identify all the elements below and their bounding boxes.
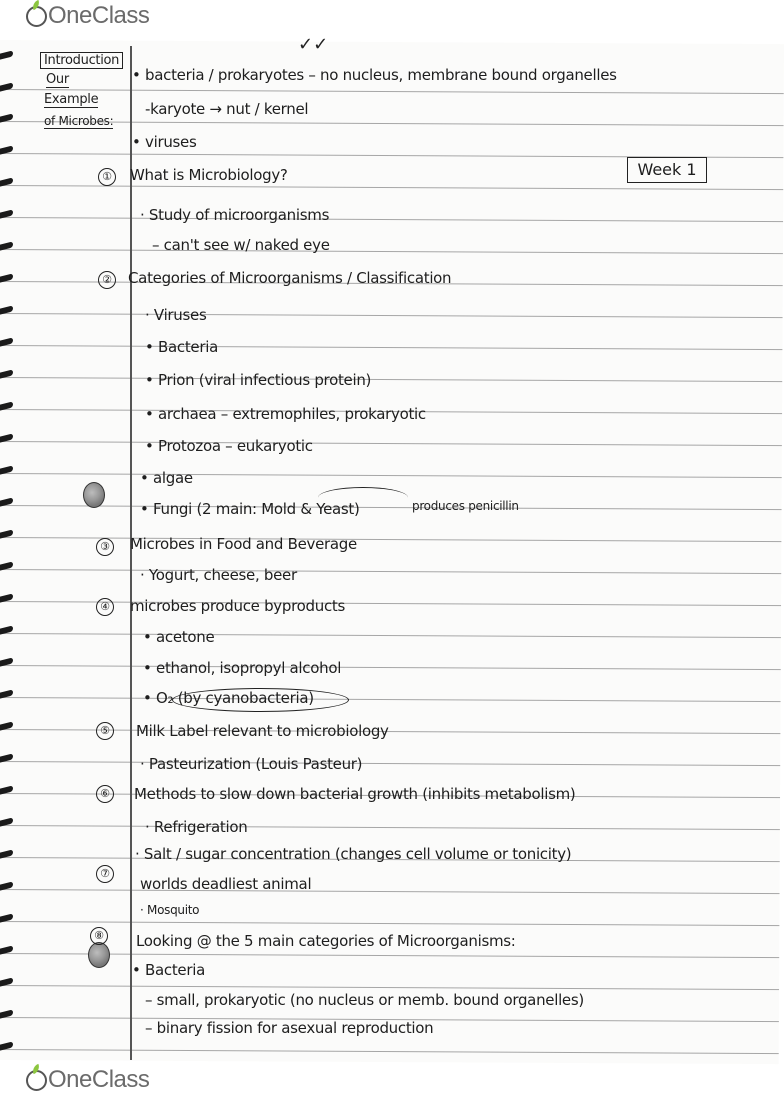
note-line-2: -karyote → nut / kernel — [145, 100, 309, 118]
item-number-4: ④ — [96, 598, 114, 616]
side-label-1: Our — [46, 72, 69, 87]
item-number-3: ③ — [96, 538, 114, 556]
oneclass-logo-bottom — [26, 1066, 149, 1094]
note-line-17: · Yogurt, cheese, beer — [140, 566, 297, 584]
notebook-page — [0, 40, 784, 1064]
note-line-32: – binary fission for asexual reproduction — [145, 1019, 434, 1037]
note-line-27: worlds deadliest animal — [140, 875, 312, 893]
note-line-16: Microbes in Food and Beverage — [130, 535, 357, 553]
item-number-8: ⑧ — [90, 927, 108, 945]
side-label-3: of Microbes: — [44, 114, 114, 128]
note-line-14: • Fungi (2 main: Mold & Yeast) — [140, 500, 360, 518]
note-line-28: · Mosquito — [140, 903, 200, 917]
note-line-31: – small, prokaryotic (no nucleus or memb. bound organelles) — [145, 991, 584, 1009]
note-line-12: • Protozoa – eukaryotic — [145, 437, 313, 455]
note-line-8: · Viruses — [145, 306, 207, 324]
note-line-22: Milk Label relevant to microbiology — [136, 722, 389, 740]
note-line-21: • O₂ (by cyanobacteria) — [143, 689, 314, 707]
note-line-20: • ethanol, isopropyl alcohol — [143, 659, 342, 677]
oneclass-leaf-icon — [26, 6, 47, 27]
note-line-11: • archaea – extremophiles, prokaryotic — [145, 405, 426, 423]
shell-doodle-icon-2 — [88, 942, 110, 968]
item-number-1: ① — [98, 168, 116, 186]
side-label-2: Example — [44, 92, 99, 107]
item-number-7: ⑦ — [96, 865, 114, 883]
note-line-24: Methods to slow down bacterial growth (inhibits metabolism) — [134, 785, 576, 803]
week-label: Week 1 — [627, 157, 707, 183]
note-line-23: · Pasteurization (Louis Pasteur) — [140, 755, 363, 773]
note-line-7: Categories of Microorganisms / Classification — [128, 269, 452, 287]
note-line-25: · Refrigeration — [145, 818, 248, 836]
shell-doodle-icon — [83, 482, 105, 508]
note-line-26: · Salt / sugar concentration (changes cell volume or tonicity) — [135, 845, 572, 863]
note-line-13: • algae — [140, 469, 193, 487]
topic-label: Introduction — [40, 52, 123, 69]
margin-line — [130, 46, 132, 1060]
brand-name-top: OneClass — [48, 2, 150, 29]
note-line-29: Looking @ the 5 main categories of Microorganisms: — [136, 932, 516, 950]
item-number-5: ⑤ — [96, 722, 114, 740]
note-line-10: • Prion (viral infectious protein) — [145, 371, 372, 389]
note-line-9: • Bacteria — [145, 338, 218, 356]
check-marks-icon: ✓✓ — [298, 34, 329, 55]
note-line-5: · Study of microorganisms — [140, 206, 330, 224]
oneclass-logo-top — [26, 2, 149, 30]
note-line-3: • viruses — [132, 133, 197, 151]
note-line-6: – can't see w/ naked eye — [152, 236, 330, 254]
oneclass-leaf-icon-bottom — [26, 1070, 47, 1091]
note-line-30: • Bacteria — [132, 961, 205, 979]
note-line-1: • bacteria / prokaryotes – no nucleus, membrane bound organelles — [132, 66, 617, 84]
note-line-15: produces penicillin — [412, 499, 519, 513]
item-number-6: ⑥ — [96, 785, 114, 803]
brand-name-bottom: OneClass — [48, 1066, 150, 1093]
note-line-4: What is Microbiology? — [130, 166, 288, 184]
item-number-2: ② — [98, 271, 116, 289]
note-line-18: microbes produce byproducts — [130, 597, 345, 615]
note-line-19: • acetone — [143, 628, 215, 646]
